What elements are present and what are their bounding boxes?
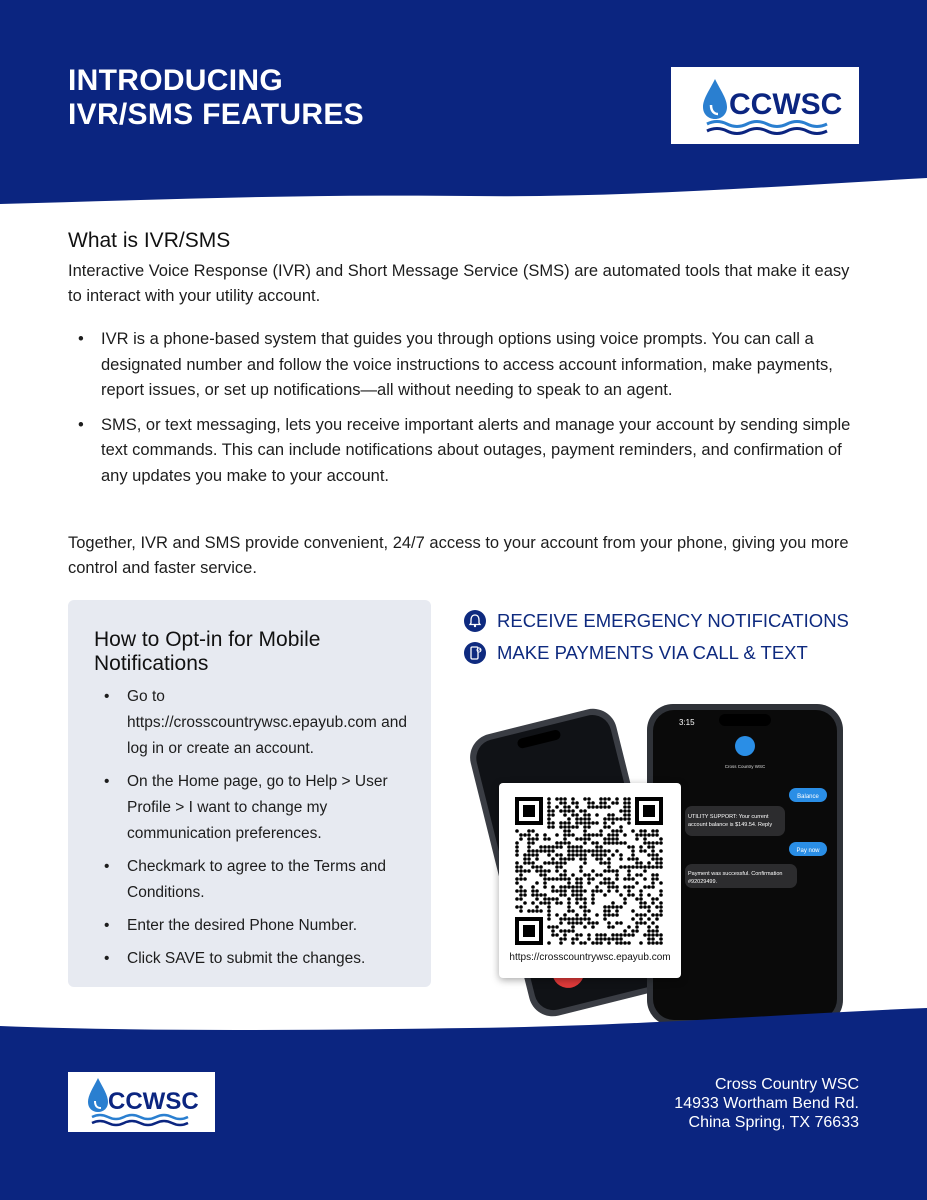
svg-text:UTILITY SUPPORT: Your current: UTILITY SUPPORT: Your current xyxy=(688,814,769,820)
section-heading: What is IVR/SMS xyxy=(68,229,231,252)
page-title xyxy=(68,64,364,132)
ccwsc-logo xyxy=(671,67,859,144)
ivr-sms-bullets xyxy=(68,327,858,498)
address-line-2: 14933 Wortham Bend Rd. xyxy=(674,1095,859,1112)
title-line-1: INTRODUCING xyxy=(68,64,283,97)
phone-contact: Cross Country WSC xyxy=(724,764,766,769)
optin-card xyxy=(68,600,431,987)
feature-label: RECEIVE EMERGENCY NOTIFICATIONS xyxy=(497,610,849,631)
optin-step: • Click SAVE to submit the changes. xyxy=(94,946,414,972)
svg-text:Payment was successful. Confir: Payment was successful. Confirmation xyxy=(688,871,783,877)
svg-text:account balance is $149.54. Re: account balance is $149.54. Reply xyxy=(688,822,773,828)
optin-steps xyxy=(94,684,414,979)
logo-graphic xyxy=(671,67,859,144)
address-line-1: Cross Country WSC xyxy=(714,1076,859,1093)
optin-step: • Enter the desired Phone Number. xyxy=(94,913,414,939)
bullet-ivr: • IVR is a phone-based system that guides you through options using voice prompts. You can call a designated number and follow the voice instructions to access account information, make payments, report issues, or set up notifications—all without needing to speak to an agent. xyxy=(68,327,858,404)
footer-address xyxy=(674,1075,859,1132)
svg-text:#92029499.: #92029499. xyxy=(688,879,718,885)
qr-code xyxy=(515,797,663,945)
message-text: Balance xyxy=(797,794,819,800)
logo-text: CCWSC xyxy=(108,1088,199,1115)
logo-graphic xyxy=(68,1072,215,1132)
bullet-sms: • SMS, or text messaging, lets you receive important alerts and manage your account by sending simple text commands. This can include notifications about outages, payment reminders, and confirmation of any updates you make to your account. xyxy=(68,413,858,490)
phone-payment-icon xyxy=(464,642,486,664)
svg-text:$: $ xyxy=(477,647,481,653)
logo-text: CCWSC xyxy=(729,88,843,121)
phone-time: 3:15 xyxy=(679,718,695,727)
ccwsc-logo-footer xyxy=(68,1072,215,1132)
message-bubble xyxy=(685,806,785,836)
optin-step: • Checkmark to agree to the Terms and Conditions. xyxy=(94,854,414,906)
qr-card[interactable] xyxy=(499,783,681,978)
address-line-3: China Spring, TX 76633 xyxy=(688,1114,859,1131)
message-text: Pay now xyxy=(796,848,820,854)
optin-title: How to Opt-in for Mobile Notifications xyxy=(94,628,321,675)
qr-url[interactable]: https://crosscountrywsc.epayub.com xyxy=(509,952,671,963)
intro-paragraph: Interactive Voice Response (IVR) and Short Message Service (SMS) are automated tools that make it easy to interact with your utility account. xyxy=(68,262,850,305)
feature-label: MAKE PAYMENTS VIA CALL & TEXT xyxy=(497,642,808,663)
optin-step: • Go to https://crosscountrywsc.epayub.com and log in or create an account. xyxy=(94,684,414,762)
title-line-2: IVR/SMS FEATURES xyxy=(68,98,364,131)
bell-icon xyxy=(464,610,486,632)
optin-step: • On the Home page, go to Help > User Profile > I want to change my communication preferences. xyxy=(94,769,414,847)
closing-paragraph: Together, IVR and SMS provide convenient, 24/7 access to your account from your phone, giving you more control and faster service. xyxy=(68,534,849,577)
